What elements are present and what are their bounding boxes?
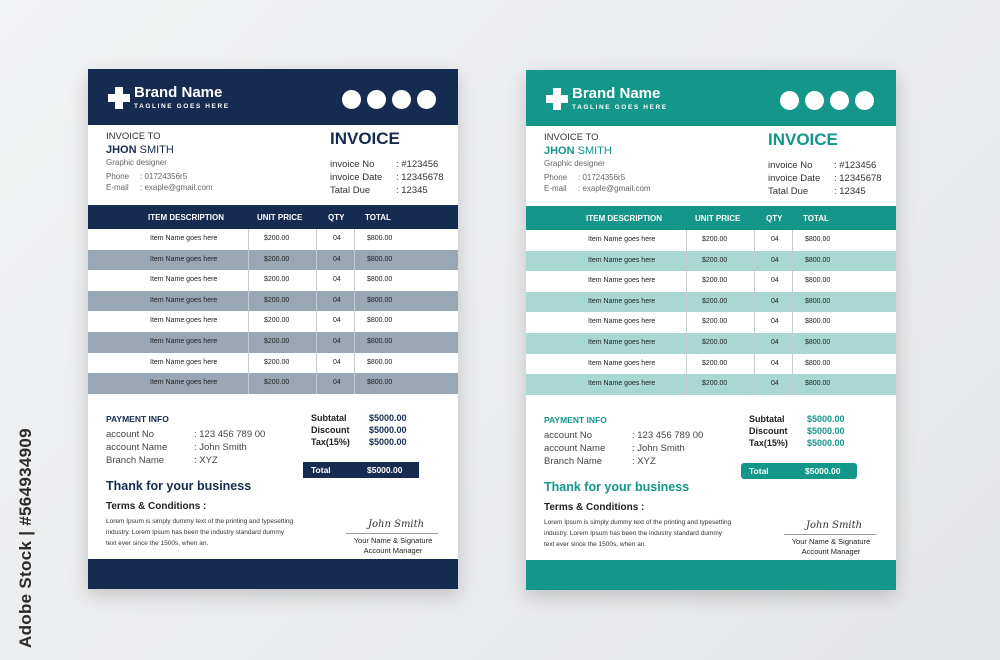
grand-total-value: $5000.00 <box>367 465 403 475</box>
table-cell: 04 <box>771 277 779 285</box>
table-cell: Item Name goes here <box>588 338 656 346</box>
payment-label: Branch Name <box>106 455 165 466</box>
payment-label: account Name <box>544 443 606 454</box>
client-last-name: SMITH <box>136 144 174 156</box>
table-cell: $800.00 <box>805 338 831 346</box>
invoice-meta-value: : #123456 <box>396 159 439 170</box>
table-header-cell: ITEM DESCRIPTION <box>148 213 225 222</box>
table-cell: 04 <box>333 276 341 284</box>
invoice-meta-value: : 12345 <box>396 185 428 196</box>
table-column-divider <box>316 373 317 394</box>
table-cell: $800.00 <box>367 337 393 345</box>
footer-band <box>88 559 458 589</box>
table-cell: Item Name goes here <box>150 379 218 387</box>
phone-value: : 01724356r5 <box>140 172 188 181</box>
invoice-meta-row <box>768 173 882 184</box>
table-column-divider <box>316 353 317 374</box>
table-cell: $200.00 <box>702 338 728 346</box>
client-role: Graphic designer <box>106 158 167 167</box>
table-column-divider <box>354 291 355 312</box>
summary-label: Discount <box>311 425 350 435</box>
table-column-divider <box>686 292 687 313</box>
table-cell: $800.00 <box>805 297 831 305</box>
invoice-meta-value: : 12345 <box>834 186 866 197</box>
items-table <box>88 205 458 394</box>
grand-total-label: Total <box>311 465 331 475</box>
payment-label: account Name <box>106 442 168 453</box>
table-column-divider <box>792 292 793 313</box>
table-cell: $800.00 <box>805 236 831 243</box>
table-column-divider <box>354 332 355 353</box>
table-cell: $200.00 <box>702 380 728 388</box>
table-row <box>88 332 458 353</box>
payment-value: : John Smith <box>194 442 247 453</box>
table-column-divider <box>354 353 355 374</box>
footer-band <box>526 560 896 590</box>
table-column-divider <box>754 251 755 272</box>
header-dot-icon <box>830 91 849 110</box>
table-cell: 04 <box>771 256 779 264</box>
table-row <box>526 230 896 251</box>
invoice-meta-row <box>330 172 444 183</box>
table-column-divider <box>686 374 687 395</box>
table-cell: 04 <box>333 379 341 387</box>
table-cell: $800.00 <box>367 296 393 304</box>
table-cell: Item Name goes here <box>150 337 218 345</box>
payment-value: : 123 456 789 00 <box>194 429 266 440</box>
table-cell: $200.00 <box>702 256 728 264</box>
table-header-cell: TOTAL <box>803 214 829 223</box>
table-header-row <box>526 206 896 230</box>
table-cell: Item Name goes here <box>588 318 656 326</box>
brand-header <box>88 69 458 125</box>
header-dot-icon <box>805 91 824 110</box>
table-column-divider <box>792 312 793 333</box>
table-row <box>526 251 896 272</box>
payment-info-title: PAYMENT INFO <box>106 414 169 424</box>
table-cell: $200.00 <box>264 296 290 304</box>
table-cell: $200.00 <box>264 317 290 325</box>
table-column-divider <box>248 250 249 271</box>
phone-value: : 01724356r5 <box>578 173 626 182</box>
phone-label: Phone <box>106 172 130 181</box>
table-column-divider <box>248 332 249 353</box>
table-cell: $800.00 <box>805 277 831 285</box>
table-header-cell: TOTAL <box>365 213 391 222</box>
brand-tagline: TAGLINE GOES HERE <box>572 104 668 111</box>
invoice-sheet-teal <box>526 70 896 590</box>
invoice-meta-row <box>768 186 866 197</box>
table-column-divider <box>316 291 317 312</box>
table-row <box>88 373 458 394</box>
payment-value: : 123 456 789 00 <box>632 430 704 441</box>
table-header-cell: ITEM DESCRIPTION <box>586 214 663 223</box>
table-cell: $800.00 <box>367 235 393 242</box>
terms-text: Lorem Ipsum is simply dummy text of the printing and typesetting industry. Lorem Ipsum has been the industry standard dummy text ever since the 1500s, when an. <box>106 518 294 547</box>
terms-title: Terms & Conditions : <box>544 502 645 513</box>
header-dot-icon <box>855 91 874 110</box>
payment-label: Branch Name <box>544 456 603 467</box>
table-column-divider <box>354 250 355 271</box>
table-cell: Item Name goes here <box>588 380 656 388</box>
thank-you-message: Thank for your business <box>106 479 252 493</box>
table-cell: Item Name goes here <box>150 235 218 242</box>
table-cell: 04 <box>771 359 779 367</box>
table-column-divider <box>754 312 755 333</box>
table-column-divider <box>316 332 317 353</box>
table-cell: 04 <box>333 296 341 304</box>
table-column-divider <box>354 229 355 250</box>
invoice-to-label: INVOICE TO <box>106 131 161 142</box>
summary-label: Discount <box>749 426 788 436</box>
table-cell: 04 <box>333 337 341 345</box>
invoice-title: INVOICE <box>330 129 400 148</box>
table-cell: Item Name goes here <box>150 255 218 263</box>
table-row <box>526 292 896 313</box>
table-column-divider <box>248 353 249 374</box>
invoice-meta-value: : #123456 <box>834 160 877 171</box>
table-column-divider <box>754 354 755 375</box>
client-name <box>106 144 174 156</box>
payment-label: account No <box>106 429 155 440</box>
signature-handwriting: John Smith <box>368 519 425 530</box>
brand-header <box>526 70 896 126</box>
table-column-divider <box>792 333 793 354</box>
header-dot-icon <box>780 91 799 110</box>
brand-name: Brand Name <box>572 85 661 102</box>
table-column-divider <box>316 270 317 291</box>
summary-value: $5000.00 <box>807 438 845 448</box>
summary-label: Tax(15%) <box>749 438 788 448</box>
medical-cross-logo-icon <box>108 87 130 109</box>
table-cell: 04 <box>771 338 779 346</box>
table-cell: $200.00 <box>264 379 290 387</box>
table-cell: Item Name goes here <box>588 236 656 243</box>
table-row <box>88 353 458 374</box>
summary-value: $5000.00 <box>369 425 407 435</box>
table-cell: Item Name goes here <box>150 317 218 325</box>
table-column-divider <box>248 229 249 250</box>
table-row <box>88 311 458 332</box>
table-row <box>88 291 458 312</box>
grand-total-box <box>741 463 857 479</box>
summary-value: $5000.00 <box>807 426 845 436</box>
invoice-meta-label: invoice No <box>330 159 375 170</box>
summary-value: $5000.00 <box>369 413 407 423</box>
email-value: : exaple@gmail.com <box>140 183 213 192</box>
header-dot-icon <box>342 90 361 109</box>
table-cell: $200.00 <box>264 255 290 263</box>
invoice-sheet-navy <box>88 69 458 589</box>
table-column-divider <box>792 230 793 251</box>
table-column-divider <box>354 373 355 394</box>
table-cell: 04 <box>333 255 341 263</box>
signature-caption: Your Name & Signature <box>353 536 433 545</box>
table-column-divider <box>754 271 755 292</box>
table-column-divider <box>792 354 793 375</box>
table-cell: $200.00 <box>702 236 728 243</box>
table-column-divider <box>754 292 755 313</box>
table-column-divider <box>792 374 793 395</box>
client-first-name: JHON <box>544 145 575 157</box>
grand-total-box <box>303 462 419 478</box>
table-cell: 04 <box>333 317 341 325</box>
table-cell: Item Name goes here <box>150 296 218 304</box>
table-column-divider <box>316 229 317 250</box>
table-cell: $200.00 <box>264 235 290 242</box>
table-column-divider <box>686 354 687 375</box>
table-cell: 04 <box>333 358 341 366</box>
client-first-name: JHON <box>106 144 137 156</box>
table-cell: $200.00 <box>264 276 290 284</box>
signature-caption: Your Name & Signature <box>791 537 871 546</box>
header-dots <box>780 91 874 110</box>
table-column-divider <box>686 251 687 272</box>
table-column-divider <box>754 230 755 251</box>
terms-text: Lorem Ipsum is simply dummy text of the printing and typesetting industry. Lorem Ipsum has been the industry standard dummy text ever since the 1500s, when an. <box>544 519 732 548</box>
table-column-divider <box>792 251 793 272</box>
table-cell: Item Name goes here <box>150 276 218 284</box>
table-column-divider <box>248 270 249 291</box>
client-last-name: SMITH <box>574 145 612 157</box>
table-header-cell: QTY <box>328 213 345 222</box>
email-label: E-mail <box>106 183 129 192</box>
header-dots <box>342 90 436 109</box>
grand-total-value: $5000.00 <box>805 466 841 476</box>
table-cell: Item Name goes here <box>588 277 656 285</box>
table-cell: $800.00 <box>367 276 393 284</box>
table-column-divider <box>686 271 687 292</box>
payment-value: : John Smith <box>632 443 685 454</box>
medical-cross-logo-icon <box>546 88 568 110</box>
table-column-divider <box>754 333 755 354</box>
invoice-meta-row <box>330 159 439 170</box>
table-cell: $800.00 <box>805 380 831 388</box>
table-column-divider <box>686 230 687 251</box>
payment-label: account No <box>544 430 593 441</box>
summary-label: Subtatal <box>749 414 785 424</box>
client-name <box>544 145 612 157</box>
table-cell: $800.00 <box>367 358 393 366</box>
summary-value: $5000.00 <box>807 414 845 424</box>
table-column-divider <box>754 374 755 395</box>
summary-label: Tax(15%) <box>311 437 350 447</box>
table-header-cell: UNIT PRICE <box>695 214 741 223</box>
invoice-meta-value: : 12345678 <box>396 172 444 183</box>
invoice-meta-label: Tatal Due <box>768 186 809 197</box>
table-cell: $200.00 <box>264 337 290 345</box>
email-label: E-mail <box>544 184 567 193</box>
table-cell: $800.00 <box>367 255 393 263</box>
invoice-title: INVOICE <box>768 130 838 149</box>
table-column-divider <box>248 311 249 332</box>
signature-role: Account Manager <box>363 546 423 555</box>
table-column-divider <box>686 333 687 354</box>
signature-role: Account Manager <box>801 547 861 556</box>
table-column-divider <box>354 311 355 332</box>
invoice-meta-row <box>330 185 428 196</box>
table-cell: Item Name goes here <box>588 359 656 367</box>
header-dot-icon <box>392 90 411 109</box>
payment-value: : XYZ <box>194 455 218 466</box>
invoice-meta-label: invoice No <box>768 160 813 171</box>
table-cell: $200.00 <box>702 359 728 367</box>
table-cell: 04 <box>771 236 779 243</box>
thank-you-message: Thank for your business <box>544 480 690 494</box>
table-cell: 04 <box>333 235 341 242</box>
table-cell: 04 <box>771 297 779 305</box>
watermark-text: Adobe Stock | #564934909 <box>16 428 35 648</box>
table-column-divider <box>316 250 317 271</box>
invoice-meta-label: invoice Date <box>768 173 821 184</box>
table-column-divider <box>792 271 793 292</box>
table-row <box>526 312 896 333</box>
payment-info-title: PAYMENT INFO <box>544 415 607 425</box>
signature-line <box>784 534 876 535</box>
phone-label: Phone <box>544 173 568 182</box>
invoice-to-label: INVOICE TO <box>544 132 599 143</box>
table-header-cell: UNIT PRICE <box>257 213 303 222</box>
table-column-divider <box>354 270 355 291</box>
invoice-meta-row <box>768 160 877 171</box>
table-cell: $200.00 <box>702 277 728 285</box>
stock-watermark <box>14 410 38 650</box>
table-cell: $800.00 <box>805 318 831 326</box>
summary-label: Subtatal <box>311 413 347 423</box>
header-dot-icon <box>417 90 436 109</box>
header-dot-icon <box>367 90 386 109</box>
table-cell: Item Name goes here <box>588 297 656 305</box>
table-cell: Item Name goes here <box>150 358 218 366</box>
table-cell: $800.00 <box>367 379 393 387</box>
table-cell: $200.00 <box>264 358 290 366</box>
table-column-divider <box>316 311 317 332</box>
email-value: : exaple@gmail.com <box>578 184 651 193</box>
table-cell: $200.00 <box>702 297 728 305</box>
payment-value: : XYZ <box>632 456 656 467</box>
signature-handwriting: John Smith <box>806 520 863 531</box>
terms-title: Terms & Conditions : <box>106 501 207 512</box>
table-row <box>526 354 896 375</box>
table-column-divider <box>686 312 687 333</box>
summary-value: $5000.00 <box>369 437 407 447</box>
table-cell: $200.00 <box>702 318 728 326</box>
table-column-divider <box>248 373 249 394</box>
table-row <box>526 374 896 395</box>
client-role: Graphic designer <box>544 159 605 168</box>
table-cell: Item Name goes here <box>588 256 656 264</box>
table-cell: $800.00 <box>805 359 831 367</box>
table-header-row <box>88 205 458 229</box>
table-row <box>88 229 458 250</box>
invoice-meta-value: : 12345678 <box>834 173 882 184</box>
table-row <box>88 250 458 271</box>
invoice-meta-label: Tatal Due <box>330 185 371 196</box>
invoice-meta-label: invoice Date <box>330 172 383 183</box>
table-cell: 04 <box>771 318 779 326</box>
signature-line <box>346 533 438 534</box>
table-header-cell: QTY <box>766 214 783 223</box>
table-row <box>526 271 896 292</box>
table-cell: $800.00 <box>367 317 393 325</box>
grand-total-label: Total <box>749 466 769 476</box>
table-row <box>526 333 896 354</box>
table-cell: $800.00 <box>805 256 831 264</box>
items-table <box>526 206 896 395</box>
brand-name: Brand Name <box>134 84 223 101</box>
table-cell: 04 <box>771 380 779 388</box>
table-column-divider <box>248 291 249 312</box>
brand-tagline: TAGLINE GOES HERE <box>134 103 230 110</box>
table-row <box>88 270 458 291</box>
